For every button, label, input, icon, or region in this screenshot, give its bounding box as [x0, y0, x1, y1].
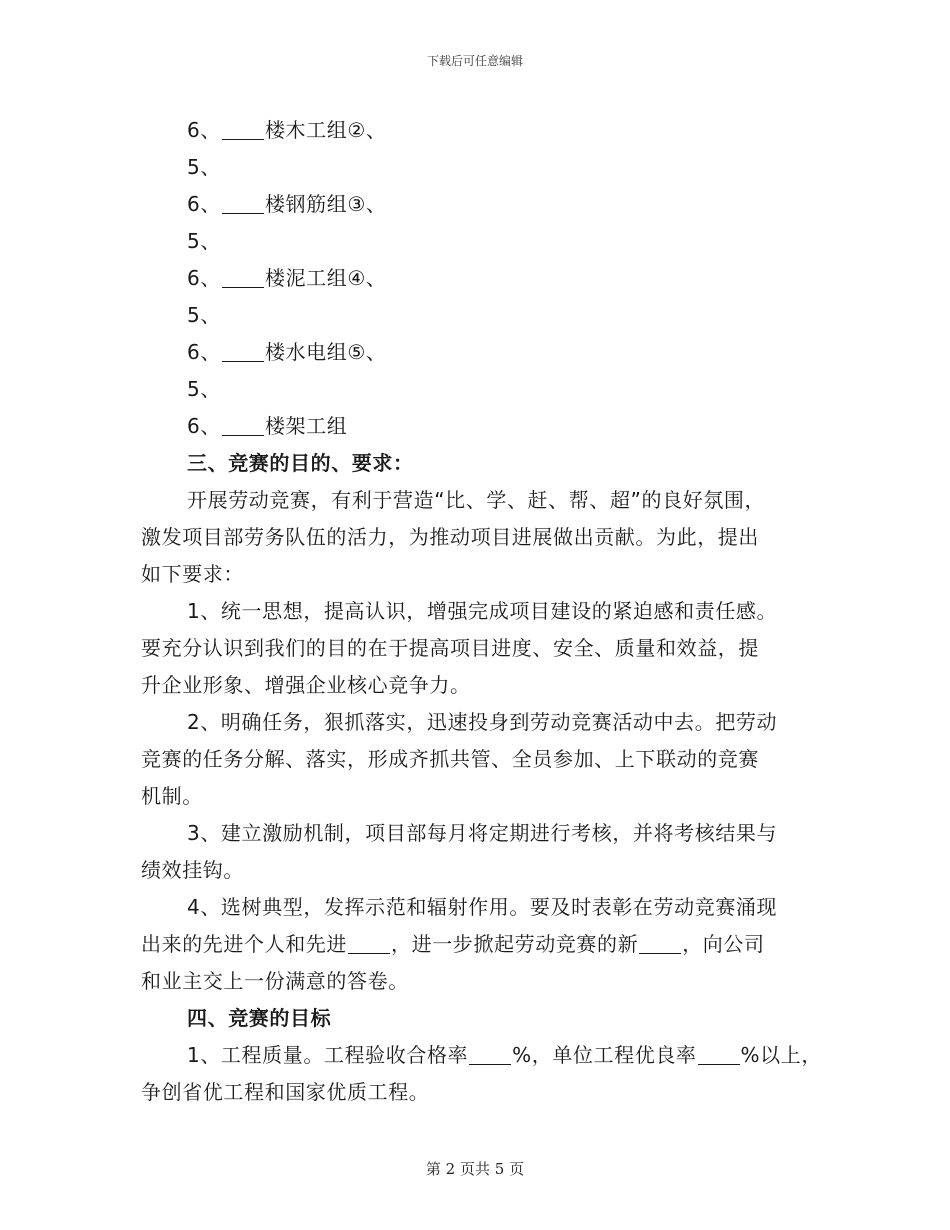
blank-underline: [222, 191, 264, 214]
paragraph-line: 争创省优工程和国家优质工程。: [141, 1080, 430, 1104]
blank-underline: [222, 339, 264, 362]
list-item: 5、: [187, 303, 221, 327]
blank-underline: [222, 117, 264, 140]
paragraph-line: 机制。: [141, 784, 203, 808]
blank-underline: [348, 931, 390, 954]
list-item: 5、: [187, 155, 221, 179]
paragraph-line: 开展劳动竞赛，有利于营造“比、学、赶、帮、超”的良好氛围，: [187, 488, 766, 512]
paragraph-line: 竞赛的任务分解、落实，形成齐抓共管、全员参加、上下联动的竞赛: [141, 747, 759, 771]
paragraph-line: 1、统一思想，提高认识，增强完成项目建设的紧迫感和责任感。: [187, 599, 778, 623]
list-item: [141, 186, 821, 223]
text-segment: ，向公司: [682, 932, 765, 956]
item-number: 6、: [187, 414, 221, 438]
paragraph-line: [141, 1037, 821, 1074]
item-number: 6、: [187, 192, 221, 216]
item-text: 楼木工组②、: [264, 118, 387, 142]
paragraph-line: 4、选树典型，发挥示范和辐射作用。要及时表彰在劳动竞赛涌现: [187, 895, 778, 919]
text-segment: %以上，: [740, 1043, 822, 1067]
page-footer: 第 2 页共 5 页: [425, 1160, 525, 1178]
section-heading: 三、竞赛的目的、要求：: [187, 451, 414, 475]
paragraph-line: 如下要求：: [141, 562, 244, 586]
item-text: 楼水电组⑤、: [264, 340, 387, 364]
list-item: 5、: [187, 229, 221, 253]
paragraph-line: [141, 926, 821, 963]
item-text: 楼钢筋组③、: [264, 192, 387, 216]
paragraph-line: 绩效挂钩。: [141, 858, 244, 882]
list-item: [141, 112, 821, 149]
text-segment: 出来的先进个人和先进: [141, 932, 347, 956]
paragraph-line: 升企业形象、增强企业核心竞争力。: [141, 673, 471, 697]
item-number: 6、: [187, 266, 221, 290]
blank-underline: [469, 1042, 511, 1065]
item-number: 6、: [187, 340, 221, 364]
blank-underline: [222, 265, 264, 288]
text-segment: 1、工程质量。工程验收合格率: [187, 1043, 469, 1067]
blank-underline: [698, 1042, 740, 1065]
item-number: 6、: [187, 118, 221, 142]
document-body: [141, 112, 821, 1111]
paragraph-line: 和业主交上一份满意的答卷。: [141, 969, 409, 993]
paragraph-line: 3、建立激励机制，项目部每月将定期进行考核，并将考核结果与: [187, 821, 778, 845]
list-item: [141, 408, 821, 445]
blank-underline: [222, 413, 264, 436]
text-segment: ，进一步掀起劳动竞赛的新: [391, 932, 639, 956]
paragraph-line: 2、明确任务，狠抓落实，迅速投身到劳动竞赛活动中去。把劳动: [187, 710, 778, 734]
page-header: 下载后可任意编辑: [426, 54, 523, 68]
paragraph-line: 要充分认识到我们的目的在于提高项目进度、安全、质量和效益，提: [141, 636, 759, 660]
list-item: [141, 334, 821, 371]
list-item: 5、: [187, 377, 221, 401]
text-segment: %，单位工程优良率: [512, 1043, 697, 1067]
section-heading: 四、竞赛的目标: [187, 1006, 332, 1030]
paragraph-line: 激发项目部劳务队伍的活力，为推动项目进展做出贡献。为此，提出: [141, 525, 759, 549]
item-text: 楼泥工组④、: [264, 266, 387, 290]
item-text: 楼架工组: [264, 414, 348, 438]
blank-underline: [639, 931, 681, 954]
list-item: [141, 260, 821, 297]
